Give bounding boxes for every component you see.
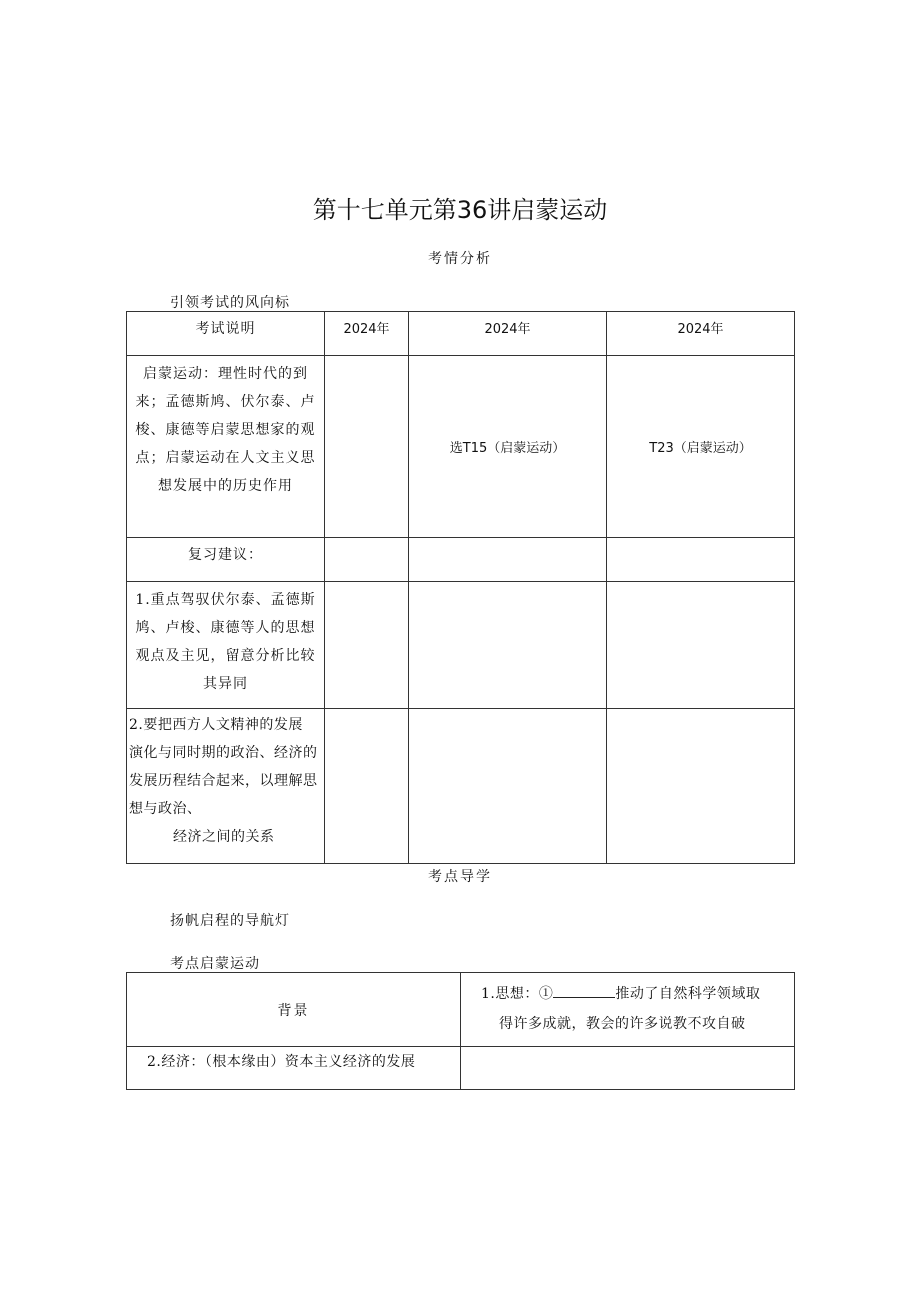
exam-desc-line: 来；孟德斯鸠、伏尔泰、卢	[135, 394, 316, 410]
empty-cell	[607, 709, 795, 864]
thought-line-2: 得许多成就，教会的许多说教不攻自破	[499, 1016, 746, 1032]
topic-table	[126, 972, 795, 1090]
review-label-cell: 复习建议：	[127, 538, 325, 582]
empty-cell	[409, 709, 607, 864]
question-cell-1	[409, 356, 607, 538]
header-exam-description: 考试说明	[127, 312, 325, 356]
fill-in-blank[interactable]	[553, 983, 615, 998]
suggestion-1-cell	[127, 582, 325, 709]
exam-description-cell	[127, 356, 325, 538]
suggestion-1-line: 观点及主见，留意分析比较	[135, 648, 316, 664]
question-cell-2	[607, 356, 795, 538]
exam-analysis-table	[126, 311, 795, 864]
suggestion-1-line: 其异同	[203, 676, 248, 692]
thought-suffix: 推动了自然科学领域取	[615, 986, 761, 1002]
header-year-2: 2024年	[409, 312, 607, 356]
question-2-text: T23（启蒙运动）	[649, 441, 752, 456]
caption-navigation: 扬帆启程的导航灯	[170, 913, 290, 929]
suggestion-2-line: 想与政治、	[129, 801, 202, 817]
suggestion-2-line: 经济之间的关系	[173, 829, 275, 845]
suggestion-2-line: 2.要把西方人文精神的发展	[129, 717, 303, 733]
empty-cell	[607, 538, 795, 582]
caption-topic: 考点启蒙运动	[170, 956, 260, 972]
empty-cell	[461, 1047, 795, 1090]
caption-exam-direction: 引领考试的风向标	[170, 295, 290, 311]
empty-cell	[607, 582, 795, 709]
empty-cell	[409, 582, 607, 709]
question-1-text: 选T15（启蒙运动）	[449, 441, 566, 456]
background-label: 背景	[127, 973, 461, 1047]
empty-cell	[325, 356, 409, 538]
suggestion-2-line: 发展历程结合起来，以理解思	[129, 773, 318, 789]
header-year-3: 2024年	[607, 312, 795, 356]
suggestion-2-line: 演化与同时期的政治、经济的	[129, 745, 318, 761]
empty-cell	[325, 582, 409, 709]
exam-desc-line: 梭、康德等启蒙思想家的观	[135, 422, 316, 438]
suggestion-2-cell	[127, 709, 325, 864]
economy-cell: 2.经济：（根本缘由）资本主义经济的发展	[127, 1047, 461, 1090]
exam-desc-line: 想发展中的历史作用	[158, 478, 293, 494]
thought-cell	[461, 973, 795, 1047]
header-year-1: 2024年	[325, 312, 409, 356]
section-heading-analysis: 考情分析	[428, 251, 492, 267]
empty-cell	[409, 538, 607, 582]
page-title: 第十七单元第36讲启蒙运动	[312, 196, 608, 224]
empty-cell	[325, 709, 409, 864]
exam-desc-line: 点；启蒙运动在人文主义思	[135, 450, 316, 466]
suggestion-1-line: 鸠、卢梭、康德等人的思想	[135, 620, 316, 636]
suggestion-1-line: 1.重点驾驭伏尔泰、孟德斯	[135, 592, 316, 608]
exam-desc-line: 启蒙运动：理性时代的到	[143, 366, 308, 382]
empty-cell	[325, 538, 409, 582]
thought-prefix: 1.思想：①	[481, 986, 554, 1002]
section-heading-guide: 考点导学	[428, 869, 492, 885]
